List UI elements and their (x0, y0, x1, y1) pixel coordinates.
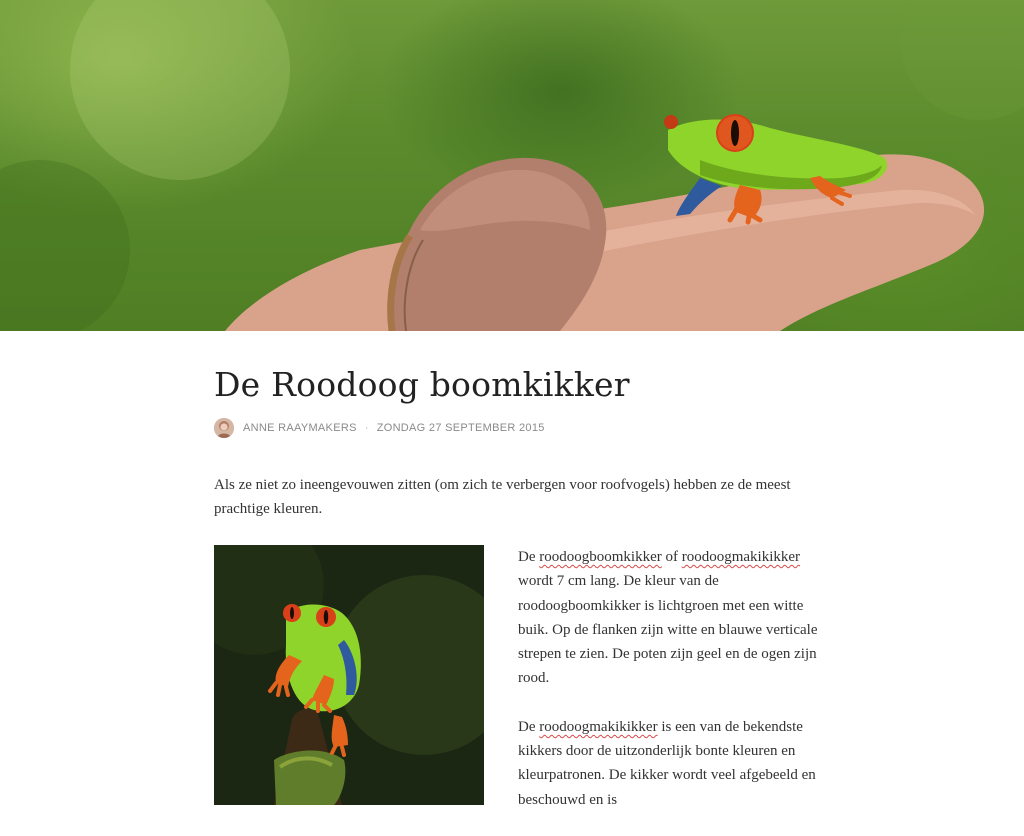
meta-separator: · (364, 422, 369, 434)
spellcheck-word[interactable]: roodoogmakikikker (681, 549, 801, 565)
spellcheck-word[interactable]: roodoogmakikikker (539, 718, 658, 735)
author-avatar[interactable] (214, 418, 234, 438)
post-intro: Als ze niet zo ineengevouwen zitten (om zich te verbergen voor roofvogels) hebben ze de meest prachtige kleuren. (214, 477, 791, 517)
author-link[interactable]: ANNE RAAYMAKERS (243, 422, 357, 434)
post-title: De Roodoog boomkikker (214, 365, 630, 404)
frog-image (214, 545, 484, 805)
post-body (518, 545, 822, 836)
p2-text-c: is een van de bekendste kikkers door de uitzonderlijk bonte kleuren en kleurpatronen. De kikker wordt veel afgebeeld en beschouwd en is (518, 718, 816, 808)
p2-text-a: De (518, 718, 540, 735)
frog-on-hand-photo (0, 0, 1024, 331)
header-image (0, 0, 1024, 331)
p1-text-e: wordt 7 cm lang. De kleur van de roodoogboomkikker is lichtgroen met een witte buik. Op de flanken zijn witte en blauwe verticale strepen te zien. De poten zijn geel en de ogen zijn rood. (518, 573, 818, 687)
post-meta (214, 417, 545, 439)
spellcheck-word[interactable]: roodoogboomkikker (539, 549, 662, 565)
paragraph-2 (518, 715, 822, 812)
paragraph-1 (518, 545, 822, 691)
p1-text-a: De (518, 549, 540, 565)
frog-on-branch-photo (214, 545, 484, 805)
post-date-link[interactable]: ZONDAG 27 SEPTEMBER 2015 (376, 422, 545, 434)
avatar-icon (214, 418, 234, 438)
p1-text-c: of (661, 549, 682, 565)
